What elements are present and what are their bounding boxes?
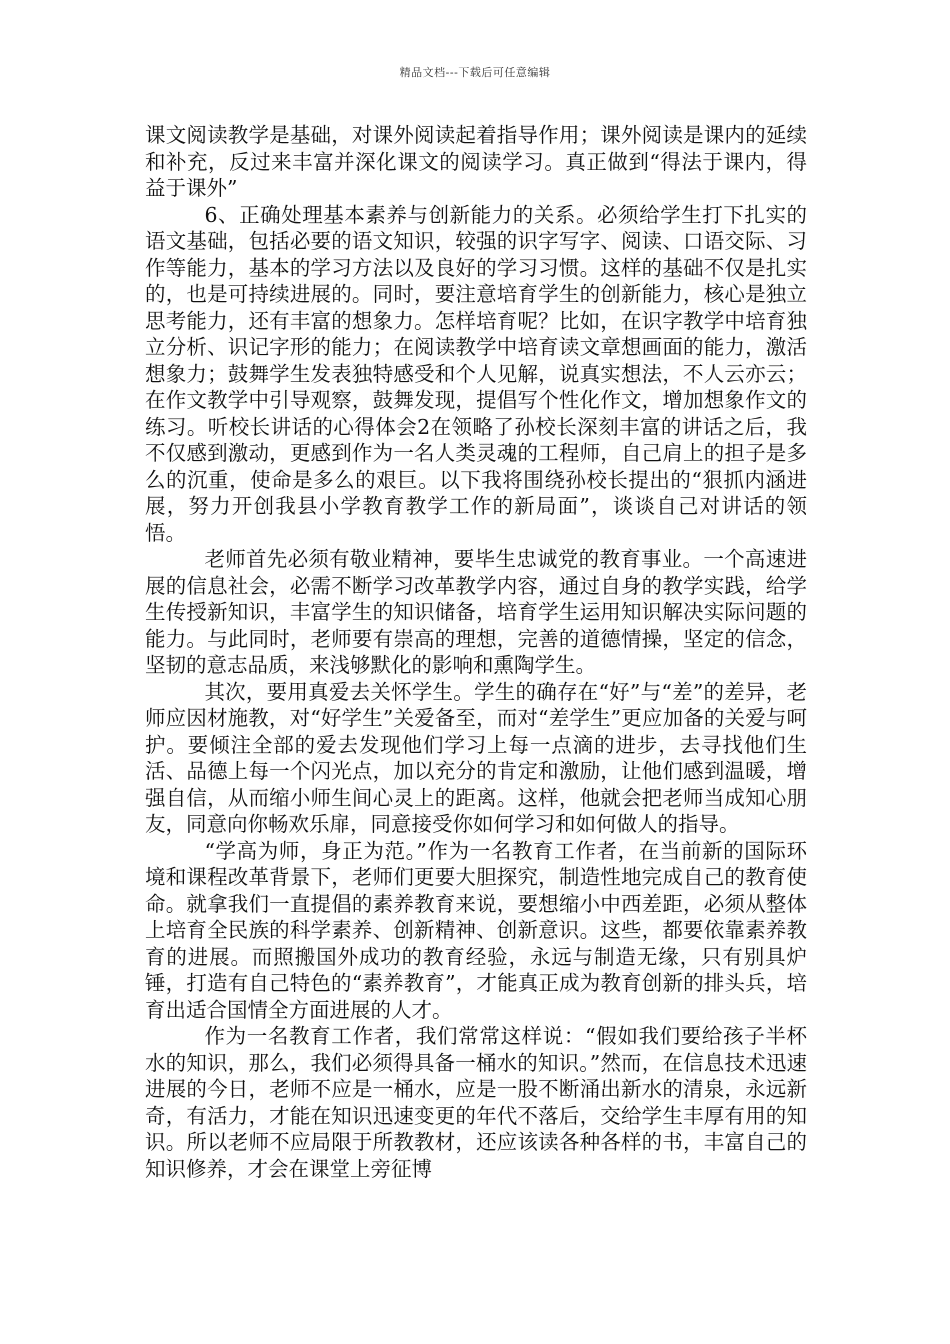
paragraph-3: 老师首先必须有敬业精神，要毕生忠诚党的教育事业。一个高速进展的信息社会，必需不断学习改革教学内容，通过自身的教学实践，给学生传授新知识，丰富学生的知识储备，培育学生运用知识解决实际问题的能力。与此同时，老师要有崇高的理想，完善的道德情操，坚定的信念，坚韧的意志品质，来浅够默化的影响和熏陶学生。 [145, 547, 807, 677]
paragraph-4: 其次，要用真爱去关怀学生。学生的确存在“好”与“差”的差异，老师应因材施教，对“好学生”关爱备至，而对“差学生”更应加备的关爱与呵护。要倾注全部的爱去发现他们学习上每一点滴的进步，去寻找他们生活、品德上每一个闪光点，加以充分的肯定和激励，让他们感到温暖，增强自信，从而缩小师生间心灵上的距离。这样，他就会把老师当成知心朋友，同意向你畅欢乐扉，同意接受你如何学习和如何做人的指导。 [145, 679, 807, 836]
paragraph-2: 6、正确处理基本素养与创新能力的关系。必须给学生打下扎实的语文基础，包括必要的语文知识，较强的识字写字、阅读、口语交际、习作等能力，基本的学习方法以及良好的学习习惯。这样的基础不仅是扎实的，也是可持续进展的。同时，要注意培育学生的创新能力，核心是独立思考能力，还有丰富的想象力。怎样培育呢？比如，在识字教学中培育独立分析、识记字形的能力；在阅读教学中培育读文章想画面的能力，激活想象力；鼓舞学生发表独特感受和个人见解，说真实想法，不人云亦云；在作文教学中引导观察，鼓舞发现，提倡写个性化作文，增加想象作文的练习。听校长讲话的心得体会2在领略了孙校长深刻丰富的讲话之后，我不仅感到激动，更感到作为一名人类灵魂的工程师，自己肩上的担子是多么的沉重，使命是多么的艰巨。以下我将围绕孙校长提出的“狠抓内涵进展，努力开创我县小学教育教学工作的新局面”，谈谈自己对讲话的领悟。 [145, 202, 807, 545]
document-body [145, 122, 807, 1182]
page-header: 精品文档---下载后可任意编辑 [399, 66, 551, 79]
paragraph-5: “学高为师，身正为范。”作为一名教育工作者，在当前新的国际环境和课程改革背景下，老师们更要大胆探究，制造性地完成自己的教育使命。就拿我们一直提倡的素养教育来说，要想缩小中西差距，必须从整体上培育全民族的科学素养、创新精神、创新意识。这些，都要依靠素养教育的进展。而照搬国外成功的教育经验，永远与制造无缘，只有别具炉锤，打造有自己特色的“素养教育”，才能真正成为教育创新的排头兵，培育出适合国情全方面进展的人才。 [145, 838, 807, 1022]
paragraph-6: 作为一名教育工作者，我们常常这样说：“假如我们要给孩子半杯水的知识，那么，我们必须得具备一桶水的知识。”然而，在信息技术迅速进展的今日，老师不应是一桶水，应是一股不断涌出新水的清泉，永远新奇，有活力，才能在知识迅速变更的年代不落后，交给学生丰厚有用的知识。所以老师不应局限于所教教材，还应该读各种各样的书，丰富自己的知识修养，才会在课堂上旁征博 [145, 1024, 807, 1181]
paragraph-1: 课文阅读教学是基础，对课外阅读起着指导作用；课外阅读是课内的延续和补充，反过来丰富并深化课文的阅读学习。真正做到“得法于课内，得益于课外” [145, 123, 807, 200]
